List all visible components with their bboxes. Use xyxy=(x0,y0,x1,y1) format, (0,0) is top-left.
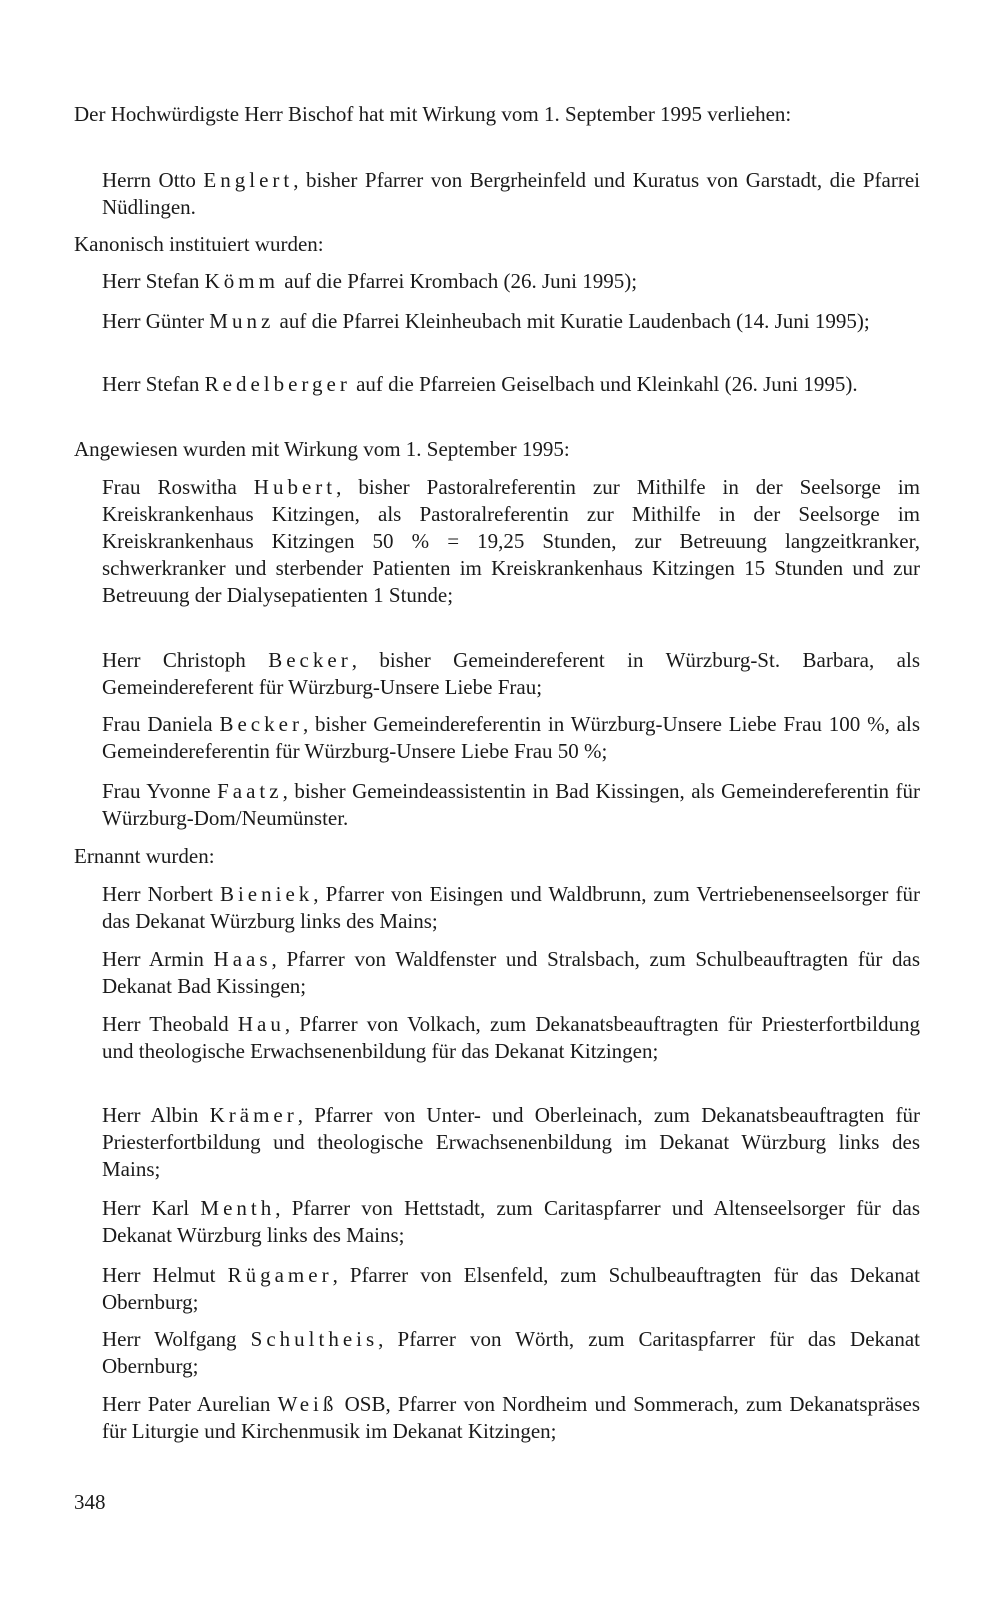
entry-kraemer: Herr Albin Krämer, Pfarrer von Unter- und Oberleinach, zum Dekanatsbeauftragten für Priesterfortbildung und theologische Erwachsenenbildung im Dekanat Würzburg links des Mains; xyxy=(102,1103,920,1181)
entry-weiss: Herr Pater Aurelian Weiß OSB, Pfarrer von Nordheim und Sommerach, zum Dekanatspräses für Liturgie und Kirchenmusik im Dekanat Kitzingen; xyxy=(102,1392,920,1443)
entry-bieniek: Herr Norbert Bieniek, Pfarrer von Eisingen und Waldbrunn, zum Vertriebenenseelsorger für das Dekanat Würzburg links des Mains; xyxy=(102,882,921,933)
person-name: Rügamer xyxy=(227,1263,333,1287)
page-number: 348 xyxy=(74,1490,106,1514)
person-name: Faatz xyxy=(217,779,283,803)
entry-hubert: Frau Roswitha Hubert, bisher Pastoralreferentin zur Mithilfe in der Seelsorge im Kreiskrankenhaus Kitzingen, als Pastoralreferentin zur Mithilfe in der Seelsorge im Kreiskrankenhaus Kitzingen 50 % = 19,25 Stunden, zur Betreuung langzeitkranker, schwerkranker und sterbender Patienten im Kreiskrankenhaus Kitzingen 15 Stunden und zur Betreuung der Dialysepatienten 1 Stunde; xyxy=(102,475,921,607)
person-name: Munz xyxy=(209,309,275,333)
section-heading: Angewiesen wurden mit Wirkung vom 1. September 1995: xyxy=(74,437,570,461)
person-name: Englert xyxy=(203,168,294,192)
person-name: Kömm xyxy=(204,269,279,293)
entry-menth: Herr Karl Menth, Pfarrer von Hettstadt, zum Caritaspfarrer und Altenseelsorger für das Dekanat Würzburg links des Mains; xyxy=(102,1196,921,1247)
entry-christoph-becker: Herr Christoph Becker, bisher Gemeindereferent in Würzburg-St. Barbara, als Gemeindereferent für Würzburg-Unsere Liebe Frau; xyxy=(102,648,920,699)
person-name: Becker xyxy=(219,712,303,736)
person-name: Bieniek xyxy=(219,882,314,906)
entry-ruegamer: Herr Helmut Rügamer, Pfarrer von Elsenfeld, zum Schulbeauftragten für das Dekanat Obernburg; xyxy=(102,1263,921,1314)
person-name: Menth xyxy=(200,1196,276,1220)
entry-redelberger: Herr Stefan Redelberger auf die Pfarreien Geiselbach und Kleinkahl (26. Juni 1995). xyxy=(102,372,858,396)
person-name: Hubert xyxy=(253,475,337,499)
person-name: Schultheis xyxy=(250,1327,379,1351)
entry-englert: Herrn Otto Englert, bisher Pfarrer von Bergrheinfeld und Kuratus von Garstadt, die Pfarrei Nüdlingen. xyxy=(102,168,920,219)
entry-munz: Herr Günter Munz auf die Pfarrei Kleinheubach mit Kuratie Laudenbach (14. Juni 1995); xyxy=(102,309,870,333)
person-name: Haas xyxy=(213,947,272,971)
entry-schultheis: Herr Wolfgang Schultheis, Pfarrer von Wörth, zum Caritaspfarrer für das Dekanat Obernburg; xyxy=(102,1327,920,1378)
person-name: Krämer xyxy=(209,1103,298,1127)
person-name: Weiß xyxy=(277,1392,338,1416)
person-name: Becker xyxy=(268,648,352,672)
entry-hau: Herr Theobald Hau, Pfarrer von Volkach, zum Dekanatsbeauftragten für Priesterfortbildung und theologische Erwachsenenbildung für das Dekanat Kitzingen; xyxy=(102,1012,921,1063)
section-heading: Der Hochwürdigste Herr Bischof hat mit Wirkung vom 1. September 1995 verliehen: xyxy=(74,102,792,126)
person-name: Hau xyxy=(237,1012,285,1036)
entry-daniela-becker: Frau Daniela Becker, bisher Gemeindereferentin in Würzburg-Unsere Liebe Frau 100 %, als Gemeindereferentin für Würzburg-Unsere Liebe Frau 50 %; xyxy=(102,712,921,763)
entry-faatz: Frau Yvonne Faatz, bisher Gemeindeassistentin in Bad Kissingen, als Gemeindereferentin für Würzburg-Dom/Neumünster. xyxy=(102,779,921,830)
entry-haas: Herr Armin Haas, Pfarrer von Waldfenster und Stralsbach, zum Schulbeauftragten für das Dekanat Bad Kissingen; xyxy=(102,947,920,998)
person-name: Redelberger xyxy=(204,372,351,396)
section-heading: Ernannt wurden: xyxy=(74,844,215,868)
section-heading: Kanonisch instituiert wurden: xyxy=(74,232,324,256)
entry-koemm: Herr Stefan Kömm auf die Pfarrei Krombach (26. Juni 1995); xyxy=(102,269,638,293)
